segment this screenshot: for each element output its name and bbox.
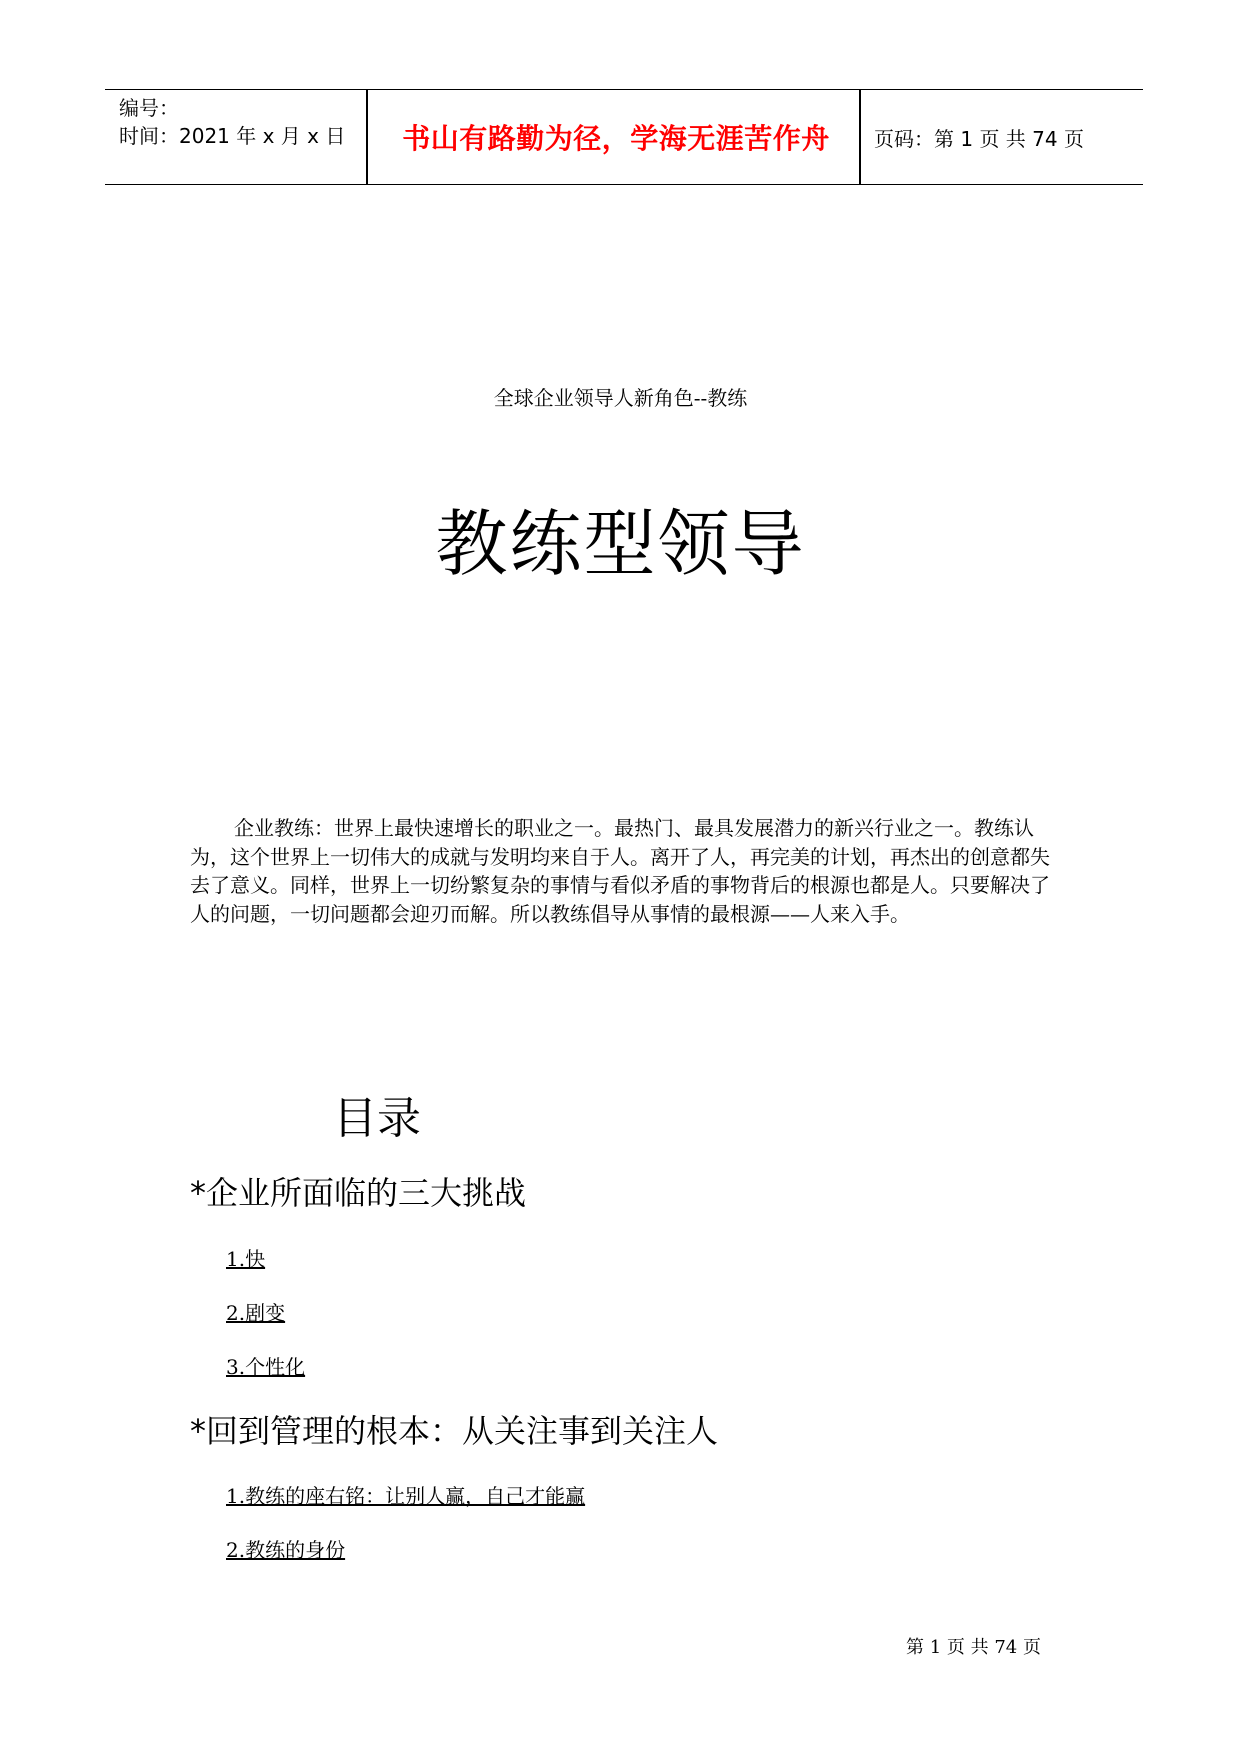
toc-heading: 目录 [333, 1093, 421, 1144]
header-divider-right [859, 90, 861, 184]
toc-link[interactable]: 1.快 [226, 1247, 266, 1271]
header-page-info: 页码：第 1 页 共 74 页 [874, 126, 1084, 151]
document-time-label: 时间：2021 年 x 月 x 日 [119, 124, 346, 148]
document-subtitle: 全球企业领导人新角色--教练 [493, 386, 748, 410]
toc-section-title: *回到管理的根本：从关注事到关注人 [190, 1412, 719, 1450]
document-number-label: 编号： [119, 96, 179, 120]
page-footer: 第 1 页 共 74 页 [906, 1637, 1041, 1658]
toc-link[interactable]: 2.剧变 [226, 1301, 286, 1325]
intro-paragraph: 企业教练：世界上最快速增长的职业之一。最热门、最具发展潜力的新兴行业之一。教练认为，这个世界上一切伟大的成就与发明均来自于人。离开了人，再完美的计划，再杰出的创意都失去了意义。同样，世界上一切纷繁复杂的事情与看似矛盾的事物背后的根源也都是人。只要解决了人的问题，一切问题都会迎刃而解。所以教练倡导从事情的最根源——人来入手。 [190, 816, 1050, 926]
toc-section-title: *企业所面临的三大挑战 [190, 1174, 527, 1212]
header-divider-left [366, 90, 368, 184]
header-table [105, 89, 1143, 185]
toc-link[interactable]: 1.教练的座右铭：让别人赢，自己才能赢 [226, 1484, 586, 1508]
toc-link[interactable]: 2.教练的身份 [226, 1538, 346, 1562]
toc-link[interactable]: 3.个性化 [226, 1355, 306, 1379]
header-motto: 书山有路勤为径，学海无涯苦作舟 [402, 122, 830, 155]
header-meta [119, 94, 359, 150]
document-title: 教练型领导 [435, 502, 806, 586]
